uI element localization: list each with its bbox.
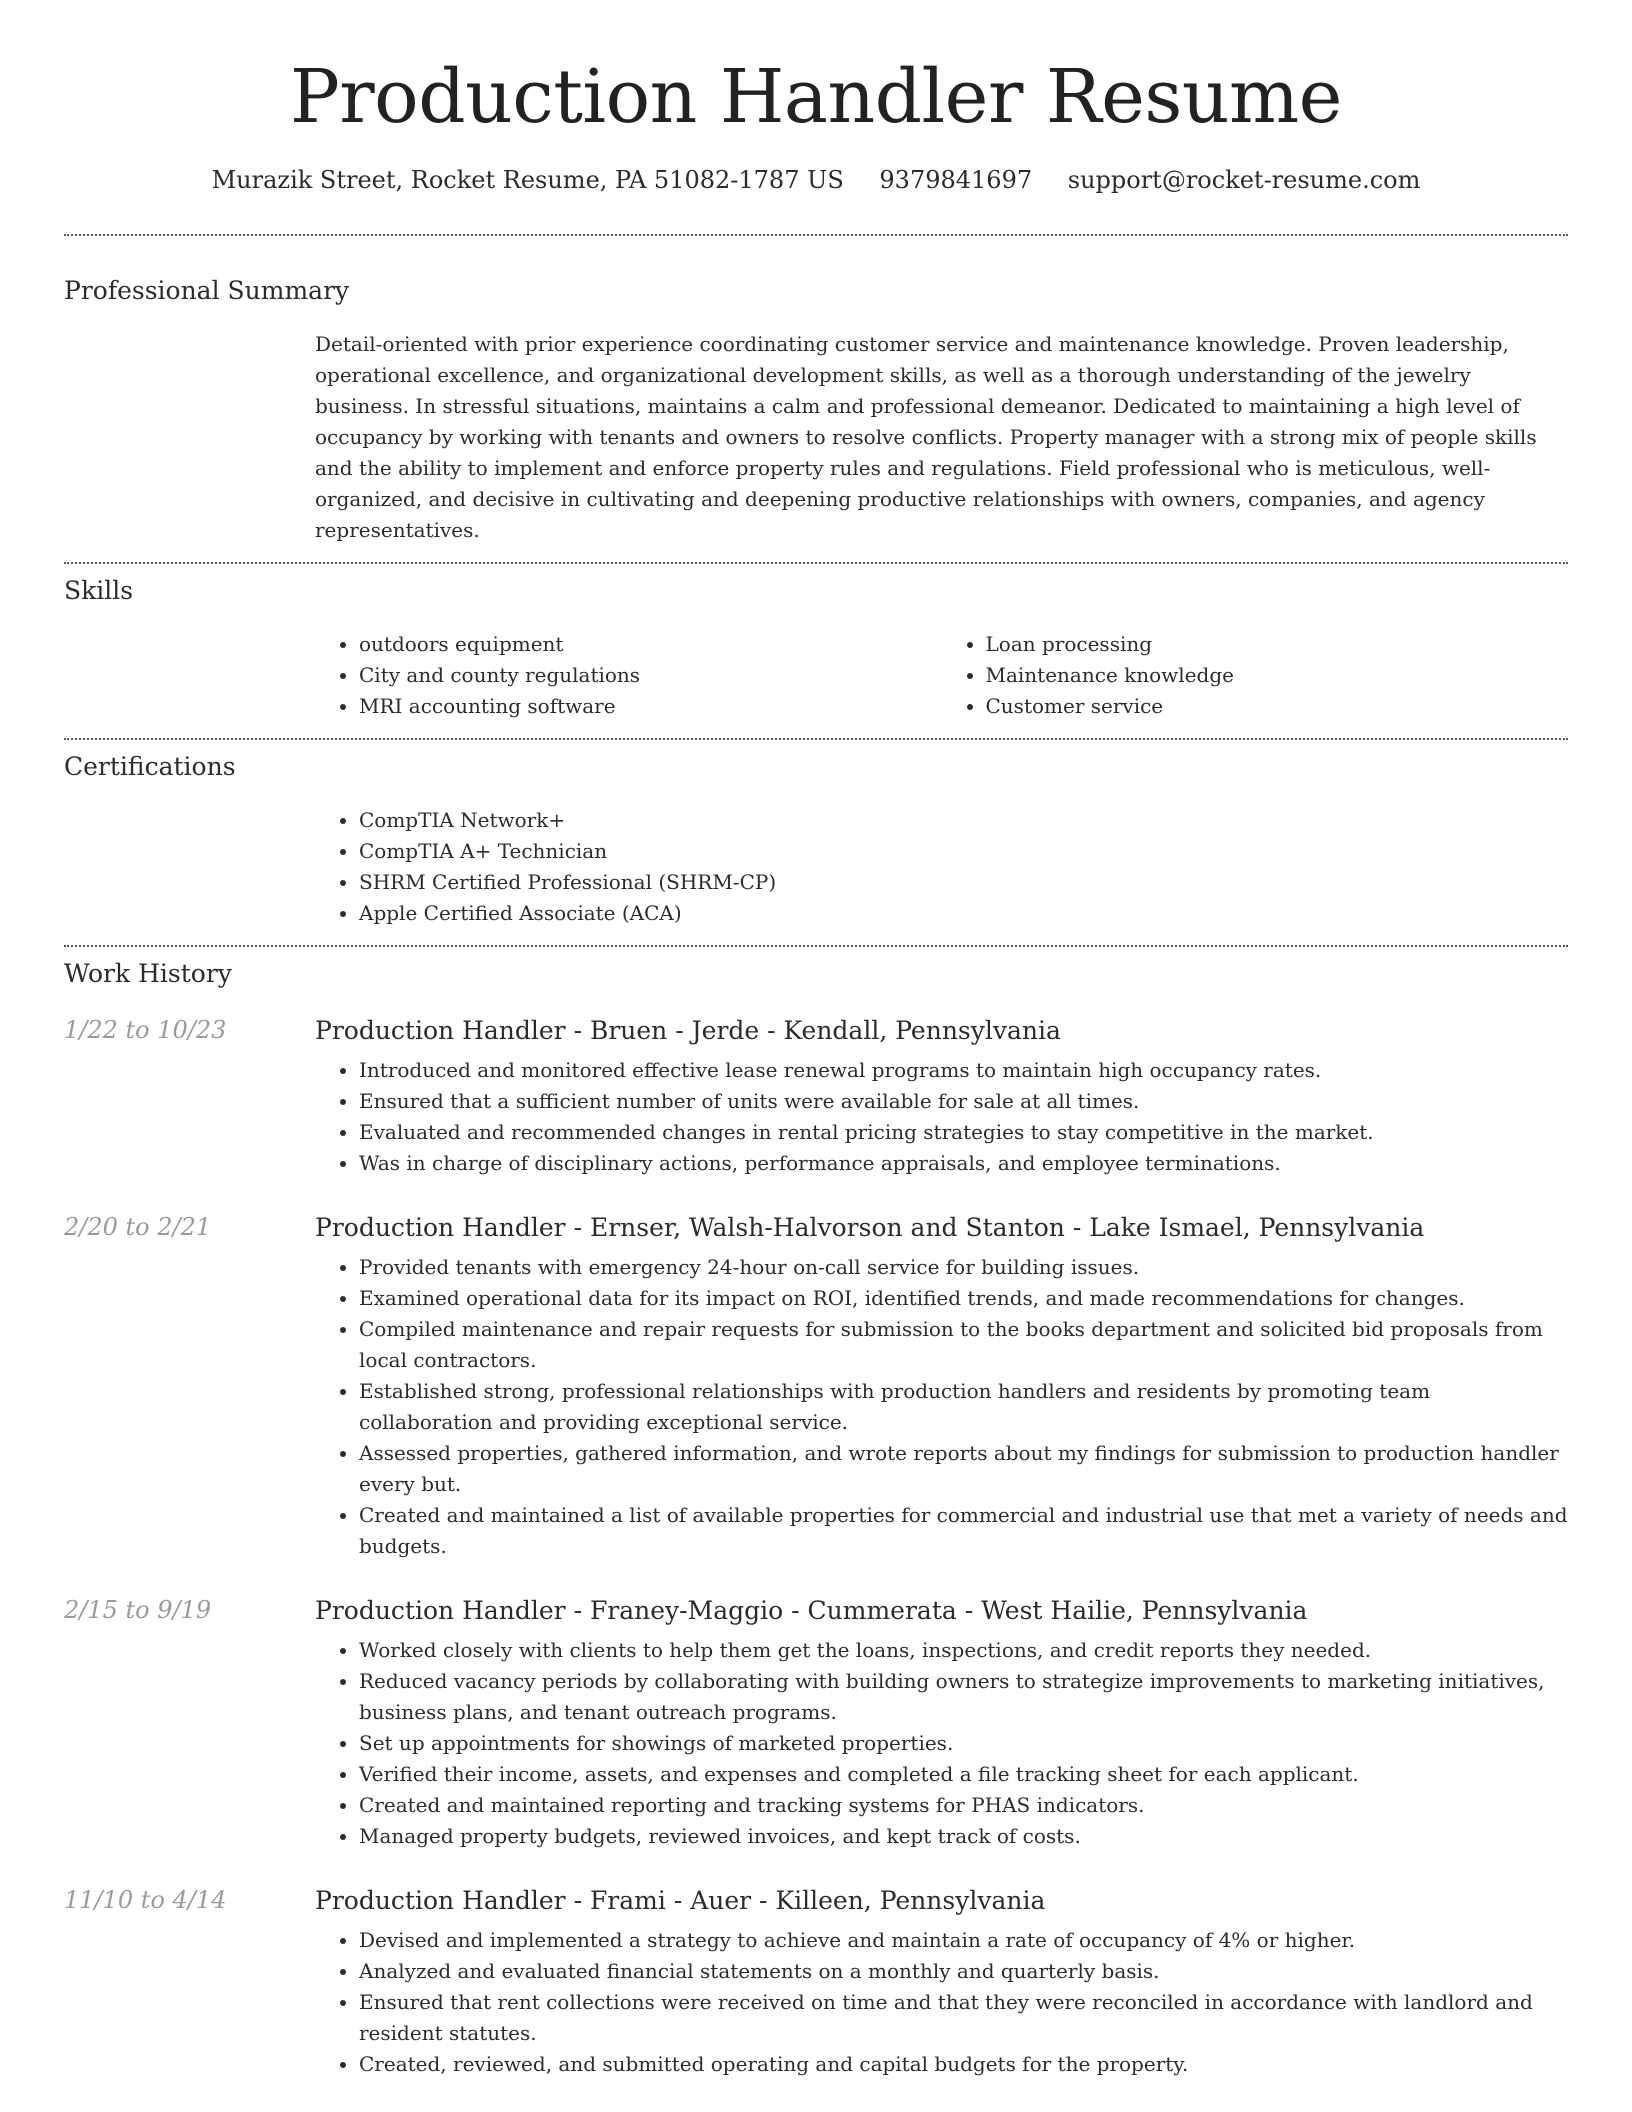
contact-line xyxy=(64,166,1568,194)
job-bullets xyxy=(315,1635,1568,1852)
job-dates: 11/10 to 4/14 xyxy=(64,1886,227,1914)
job-dates: 1/22 to 10/23 xyxy=(64,1016,227,1044)
summary-heading: Professional Summary xyxy=(64,276,350,305)
job-bullet: • Created and maintained reporting and tracking systems for PHAS indicators. xyxy=(359,1790,1568,1821)
skill-item: • outdoors equipment xyxy=(359,629,942,660)
resume-page xyxy=(64,0,1568,2080)
summary-section xyxy=(64,236,1568,562)
job-bullet: • Introduced and monitored effective lease renewal programs to maintain high occupancy rates. xyxy=(359,1055,1568,1086)
job-bullet: • Set up appointments for showings of marketed properties. xyxy=(359,1728,1568,1759)
skill-item: • MRI accounting software xyxy=(359,691,942,722)
job-title: Production Handler - Franey-Maggio - Cummerata - West Hailie, Pennsylvania xyxy=(315,1596,1308,1625)
job-entry xyxy=(64,1016,1568,1179)
skills-section xyxy=(64,564,1568,738)
page-title: Production Handler Resume xyxy=(290,54,1342,140)
job-bullet: • Created, reviewed, and submitted operating and capital budgets for the property. xyxy=(359,2049,1568,2080)
certification-item: • CompTIA A+ Technician xyxy=(359,836,1568,867)
certifications-list xyxy=(315,805,1568,929)
job-bullet: • Examined operational data for its impact on ROI, identified trends, and made recommendations for changes. xyxy=(359,1283,1568,1314)
job-bullet: • Compiled maintenance and repair requests for submission to the books department and solicited bid proposals from local contractors. xyxy=(359,1314,1568,1376)
job-dates: 2/15 to 9/19 xyxy=(64,1596,212,1624)
summary-text: Detail-oriented with prior experience coordinating customer service and maintenance knowledge. Proven leadership, operational excellence, and organizational development skills, as well as a thorough understanding of the jewelry business. In stressful situations, maintains a calm and professional demeanor. Dedicated to maintaining a high level of occupancy by working with tenants and owners to resolve conflicts. Property manager with a strong mix of people skills and the ability to implement and enforce property rules and regulations. Field professional who is meticulous, well-organized, and decisive in cultivating and deepening productive relationships with owners, companies, and agency representatives. xyxy=(315,332,1537,542)
skill-item: • City and county regulations xyxy=(359,660,942,691)
job-entry xyxy=(64,1213,1568,1562)
certifications-section xyxy=(64,740,1568,945)
job-bullets xyxy=(315,1055,1568,1179)
job-dates: 2/20 to 2/21 xyxy=(64,1213,212,1241)
skills-heading: Skills xyxy=(64,576,134,605)
contact-email: support@rocket-resume.com xyxy=(1067,166,1421,194)
job-title: Production Handler - Bruen - Jerde - Kendall, Pennsylvania xyxy=(315,1016,1061,1045)
job-title: Production Handler - Ernser, Walsh-Halvorson and Stanton - Lake Ismael, Pennsylvania xyxy=(315,1213,1425,1242)
certifications-heading: Certifications xyxy=(64,752,236,781)
job-bullets xyxy=(315,1252,1568,1562)
contact-phone: 9379841697 xyxy=(879,166,1033,194)
skills-list-left xyxy=(315,629,942,722)
contact-address: Murazik Street, Rocket Resume, PA 51082-1787 US xyxy=(211,166,844,194)
job-bullet: • Worked closely with clients to help them get the loans, inspections, and credit reports they needed. xyxy=(359,1635,1568,1666)
skill-item: • Maintenance knowledge xyxy=(986,660,1569,691)
job-bullet: • Verified their income, assets, and expenses and completed a file tracking sheet for each applicant. xyxy=(359,1759,1568,1790)
job-bullet: • Managed property budgets, reviewed invoices, and kept track of costs. xyxy=(359,1821,1568,1852)
job-bullet: • Established strong, professional relationships with production handlers and residents by promoting team collaboration and providing exceptional service. xyxy=(359,1376,1568,1438)
job-bullet: • Assessed properties, gathered information, and wrote reports about my findings for submission to production handler every but. xyxy=(359,1438,1568,1500)
job-bullet: • Analyzed and evaluated financial statements on a monthly and quarterly basis. xyxy=(359,1956,1568,1987)
work-heading: Work History xyxy=(64,959,232,988)
job-bullet: • Devised and implemented a strategy to achieve and maintain a rate of occupancy of 4% or higher. xyxy=(359,1925,1568,1956)
job-bullet: • Ensured that rent collections were received on time and that they were reconciled in accordance with landlord and resident statutes. xyxy=(359,1987,1568,2049)
certification-item: • Apple Certified Associate (ACA) xyxy=(359,898,1568,929)
job-entry xyxy=(64,1886,1568,2080)
skill-item: • Loan processing xyxy=(986,629,1569,660)
certifications-body xyxy=(315,805,1568,929)
skills-list-right xyxy=(942,629,1569,722)
job-bullet: • Ensured that a sufficient number of units were available for sale at all times. xyxy=(359,1086,1568,1117)
job-bullet: • Provided tenants with emergency 24-hour on-call service for building issues. xyxy=(359,1252,1568,1283)
certification-item: • SHRM Certified Professional (SHRM-CP) xyxy=(359,867,1568,898)
skill-item: • Customer service xyxy=(986,691,1569,722)
job-entry xyxy=(64,1596,1568,1852)
job-title: Production Handler - Frami - Auer - Killeen, Pennsylvania xyxy=(315,1886,1046,1915)
work-section xyxy=(64,947,1568,2080)
skills-grid xyxy=(315,629,1568,722)
summary-body xyxy=(315,329,1568,546)
job-bullet: • Created and maintained a list of available properties for commercial and industrial use that met a variety of needs and budgets. xyxy=(359,1500,1568,1562)
job-bullet: • Reduced vacancy periods by collaborating with building owners to strategize improvements to marketing initiatives, business plans, and tenant outreach programs. xyxy=(359,1666,1568,1728)
job-bullet: • Was in charge of disciplinary actions, performance appraisals, and employee terminations. xyxy=(359,1148,1568,1179)
job-bullet: • Evaluated and recommended changes in rental pricing strategies to stay competitive in the market. xyxy=(359,1117,1568,1148)
certification-item: • CompTIA Network+ xyxy=(359,805,1568,836)
job-bullets xyxy=(315,1925,1568,2080)
